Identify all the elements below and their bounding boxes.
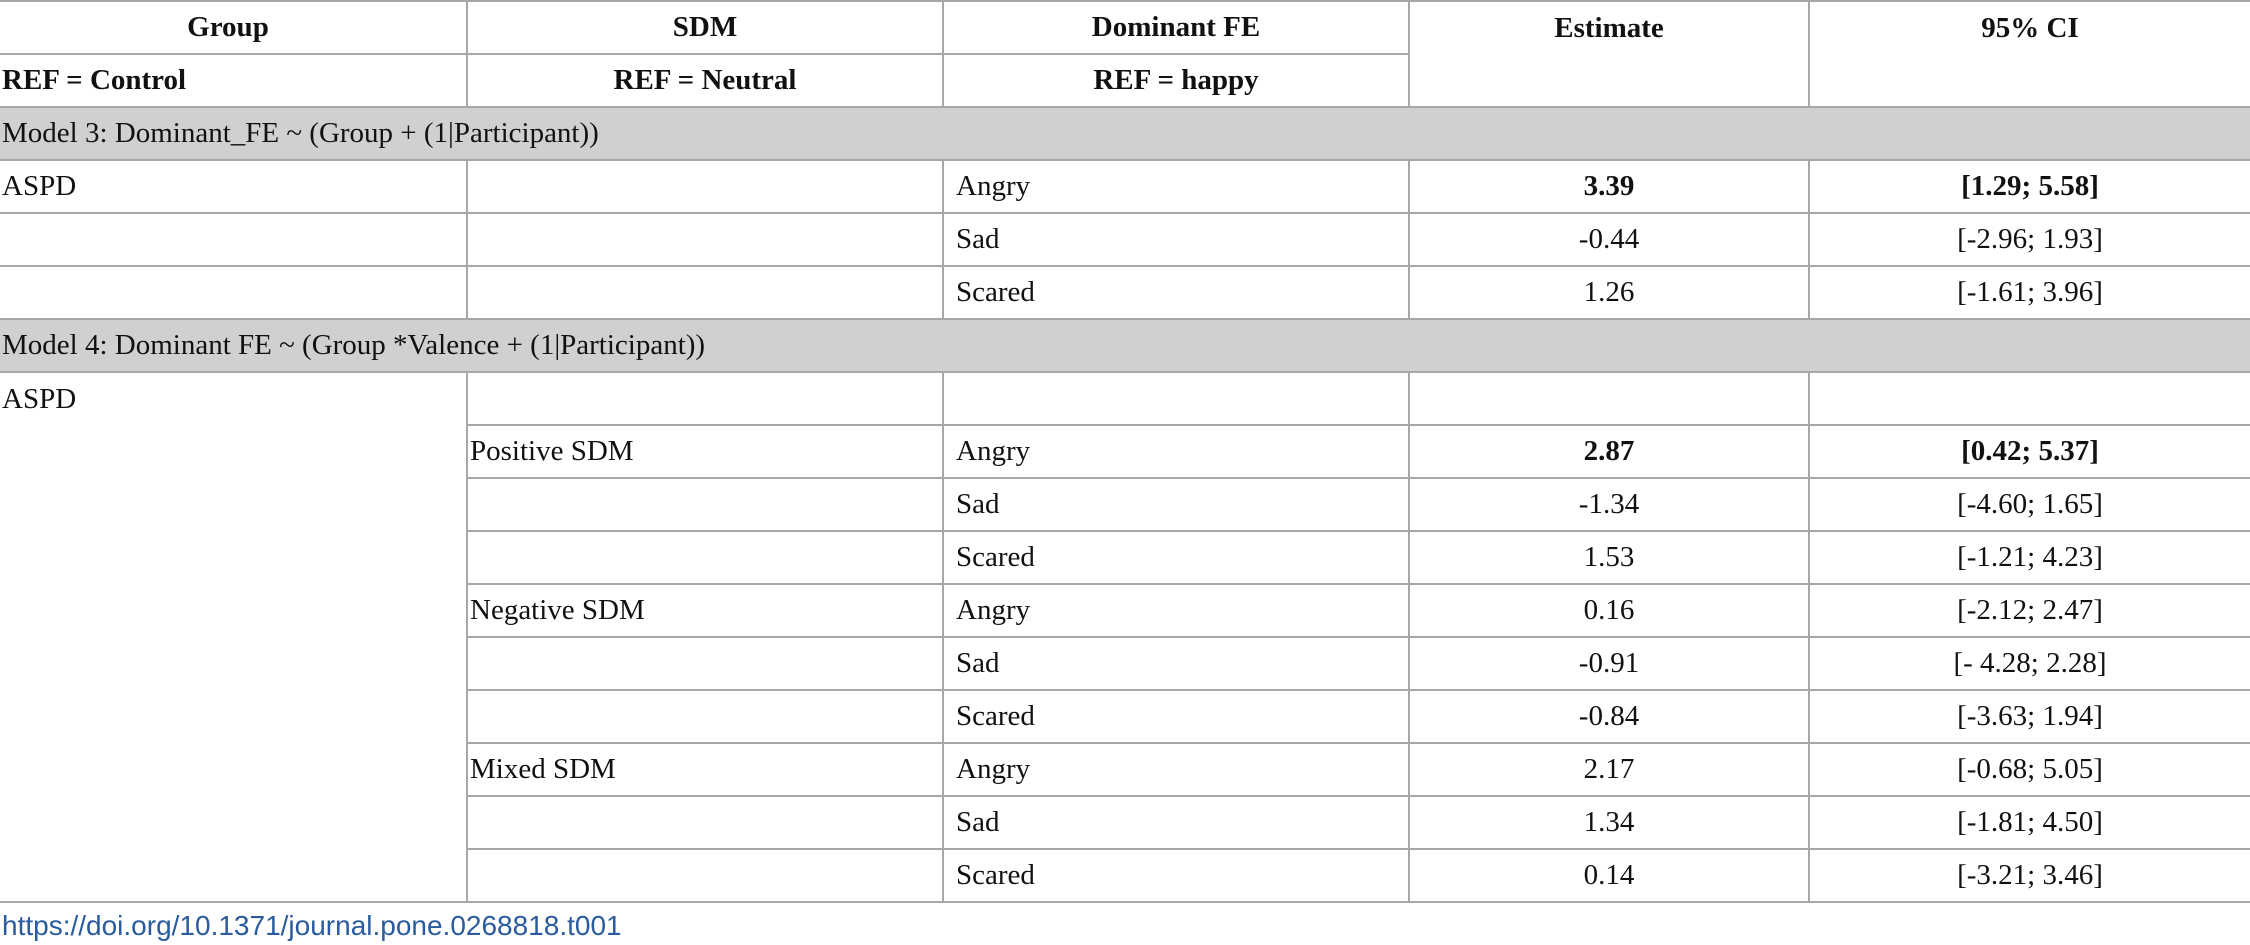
estimate-cell: 1.26	[1409, 266, 1809, 319]
fe-cell: Scared	[943, 690, 1409, 743]
estimate-cell: -0.91	[1409, 637, 1809, 690]
sdm-cell	[467, 160, 943, 213]
sdm-cell	[467, 213, 943, 266]
estimate-cell: -0.44	[1409, 213, 1809, 266]
header-row	[0, 1, 2250, 54]
table-row	[0, 213, 2250, 266]
fe-cell: Angry	[943, 743, 1409, 796]
sdm-cell	[467, 637, 943, 690]
table-row	[0, 372, 2250, 425]
sdm-cell	[467, 690, 943, 743]
ref-sdm: REF = Neutral	[467, 54, 943, 107]
ci-cell: [0.42; 5.37]	[1809, 425, 2250, 478]
ci-cell: [-4.60; 1.65]	[1809, 478, 2250, 531]
sdm-cell	[467, 372, 943, 425]
col-header-ci: 95% CI	[1809, 1, 2250, 107]
fe-cell: Sad	[943, 213, 1409, 266]
fe-cell: Angry	[943, 425, 1409, 478]
estimate-cell	[1409, 372, 1809, 425]
group-cell: ASPD	[0, 160, 467, 213]
ref-group: REF = Control	[0, 54, 467, 107]
ci-cell: [- 4.28; 2.28]	[1809, 637, 2250, 690]
doi-link[interactable]: https://doi.org/10.1371/journal.pone.0268818.t001	[2, 910, 622, 941]
sdm-cell	[467, 531, 943, 584]
fe-cell: Sad	[943, 637, 1409, 690]
model4-section-row	[0, 319, 2250, 372]
fe-cell: Angry	[943, 584, 1409, 637]
sdm-cell: Mixed SDM	[467, 743, 943, 796]
fe-cell: Angry	[943, 160, 1409, 213]
ci-cell: [-3.63; 1.94]	[1809, 690, 2250, 743]
sdm-cell: Negative SDM	[467, 584, 943, 637]
ci-cell: [-1.21; 4.23]	[1809, 531, 2250, 584]
ci-cell: [1.29; 5.58]	[1809, 160, 2250, 213]
ci-cell: [-2.96; 1.93]	[1809, 213, 2250, 266]
col-header-sdm: SDM	[467, 1, 943, 54]
col-header-dominant-fe: Dominant FE	[943, 1, 1409, 54]
ci-cell: [-0.68; 5.05]	[1809, 743, 2250, 796]
estimate-cell: 0.16	[1409, 584, 1809, 637]
model3-title: Model 3: Dominant_FE ~ (Group + (1|Participant))	[0, 107, 2250, 160]
table-row	[0, 266, 2250, 319]
col-header-estimate: Estimate	[1409, 1, 1809, 107]
estimate-cell: 2.87	[1409, 425, 1809, 478]
model3-section-row	[0, 107, 2250, 160]
fe-cell: Scared	[943, 531, 1409, 584]
estimate-cell: -1.34	[1409, 478, 1809, 531]
sdm-cell	[467, 266, 943, 319]
estimate-cell: 1.34	[1409, 796, 1809, 849]
sdm-cell	[467, 796, 943, 849]
fe-cell: Sad	[943, 796, 1409, 849]
table-row	[0, 160, 2250, 213]
table-header	[0, 1, 2250, 107]
estimate-cell: -0.84	[1409, 690, 1809, 743]
model4-title: Model 4: Dominant FE ~ (Group *Valence + (1|Participant))	[0, 319, 2250, 372]
group-cell: ASPD	[0, 372, 467, 902]
fe-cell	[943, 372, 1409, 425]
col-header-group: Group	[0, 1, 467, 54]
ci-cell: [-3.21; 3.46]	[1809, 849, 2250, 902]
table-body	[0, 107, 2250, 902]
ci-cell: [-1.61; 3.96]	[1809, 266, 2250, 319]
group-cell	[0, 213, 467, 266]
ci-cell: [-2.12; 2.47]	[1809, 584, 2250, 637]
sdm-cell: Positive SDM	[467, 425, 943, 478]
fe-cell: Sad	[943, 478, 1409, 531]
ci-cell	[1809, 372, 2250, 425]
ci-cell: [-1.81; 4.50]	[1809, 796, 2250, 849]
fe-cell: Scared	[943, 266, 1409, 319]
ref-dominant-fe: REF = happy	[943, 54, 1409, 107]
estimate-cell: 1.53	[1409, 531, 1809, 584]
estimate-cell: 3.39	[1409, 160, 1809, 213]
sdm-cell	[467, 849, 943, 902]
group-cell	[0, 266, 467, 319]
estimate-cell: 0.14	[1409, 849, 1809, 902]
estimate-cell: 2.17	[1409, 743, 1809, 796]
sdm-cell	[467, 478, 943, 531]
fe-cell: Scared	[943, 849, 1409, 902]
